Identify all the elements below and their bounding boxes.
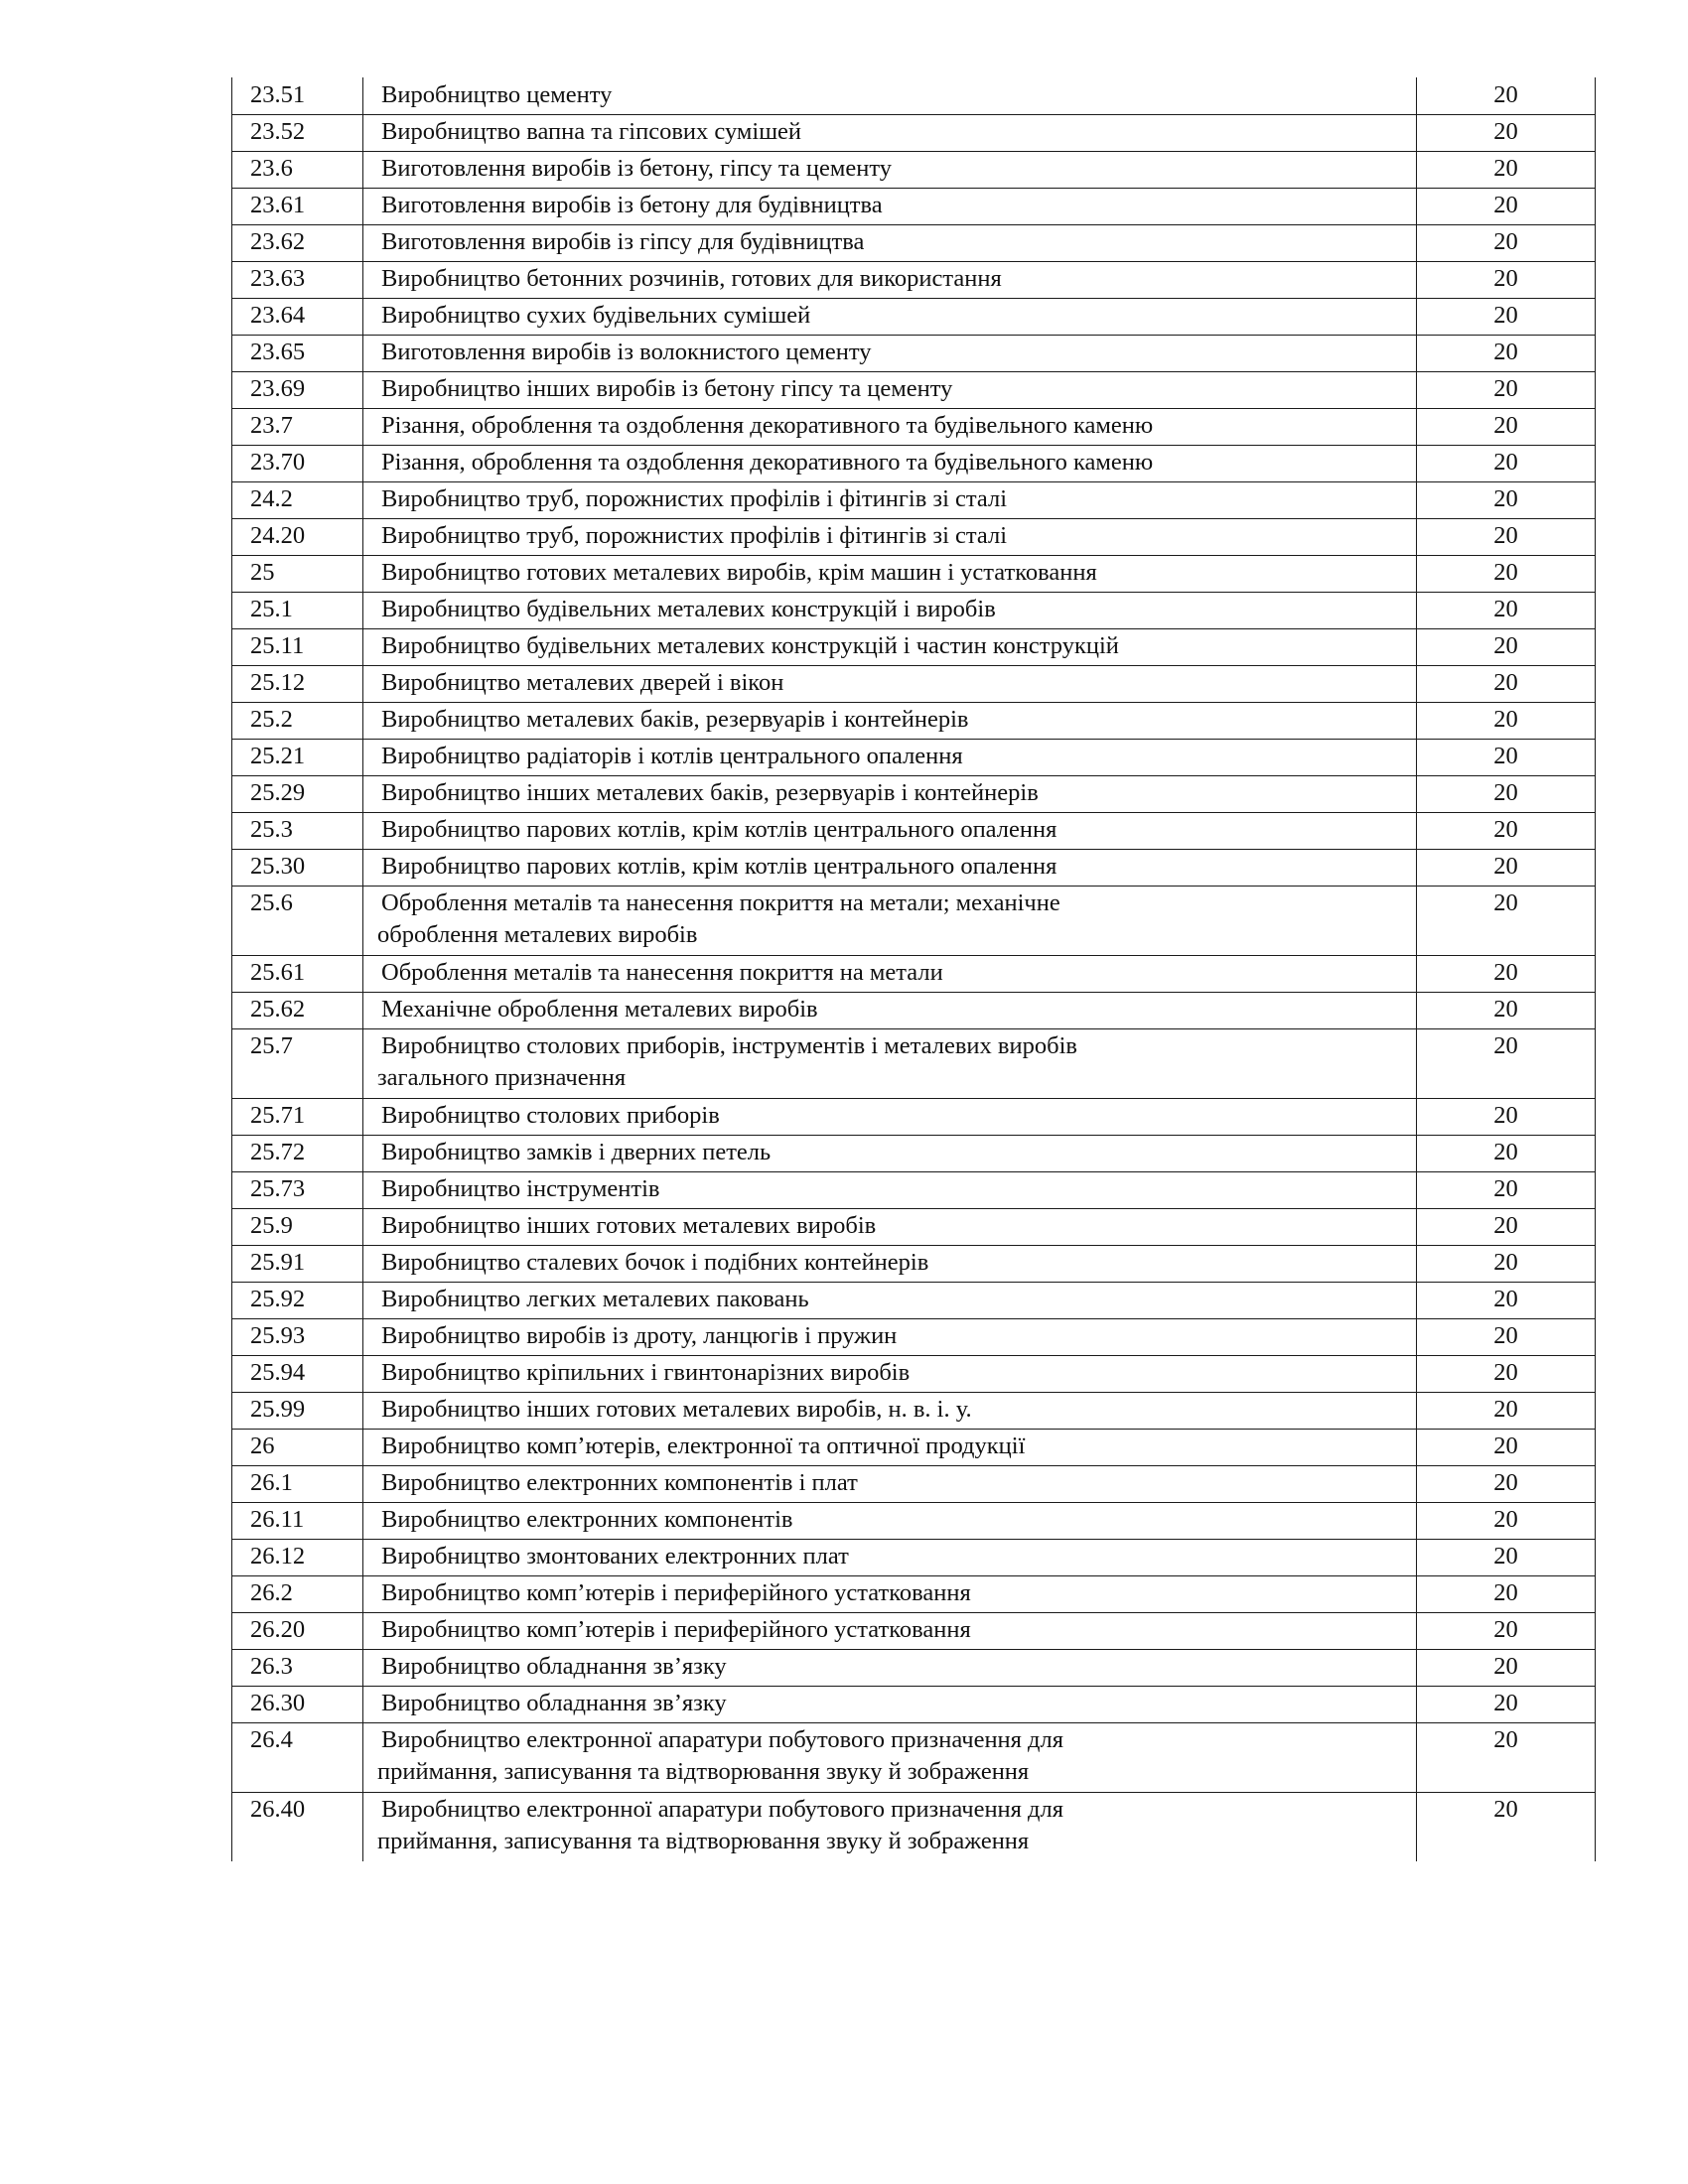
table-row [232,445,1596,481]
table-row [232,1465,1596,1502]
activity-code-cell: 26.4 [232,1722,363,1792]
activity-code-cell: 25.73 [232,1171,363,1208]
activity-name-cell [363,665,1417,702]
activity-name-text: Виробництво змонтованих електронних плат [381,1542,849,1570]
rate-cell: 20 [1417,1028,1596,1098]
rate-cell: 20 [1417,114,1596,151]
activity-code-cell: 25.92 [232,1282,363,1318]
table-row [232,335,1596,371]
activity-code-cell: 25.30 [232,849,363,886]
activity-code-cell: 23.52 [232,114,363,151]
activity-name-text: Виробництво обладнання зв’язку [381,1689,727,1716]
activity-name-text: Виробництво готових металевих виробів, крім машин і устатковання [381,558,1097,586]
rate-cell: 20 [1417,1355,1596,1392]
activity-name-text: Виробництво сухих будівельних сумішей [381,301,811,329]
rate-cell: 20 [1417,188,1596,224]
activity-code-cell: 25.29 [232,775,363,812]
rate-cell: 20 [1417,1792,1596,1861]
activity-name-cell [363,1502,1417,1539]
table-row [232,261,1596,298]
activity-code-cell: 25.7 [232,1028,363,1098]
table-row [232,1208,1596,1245]
activity-name-cell [363,151,1417,188]
activity-name-cell [363,1318,1417,1355]
activity-name-text: Виготовлення виробів із гіпсу для будівництва [381,227,865,255]
table-row [232,1649,1596,1686]
table-row [232,1429,1596,1465]
activity-name-text: Виробництво електронних компонентів [381,1505,793,1533]
activity-code-cell: 26.3 [232,1649,363,1686]
rate-cell: 20 [1417,1722,1596,1792]
activity-name-cell [363,335,1417,371]
rate-cell: 20 [1417,886,1596,955]
table-row [232,371,1596,408]
table-row [232,628,1596,665]
activity-name-text-continued: приймання, записування та відтворювання звуку й зображення [377,1757,1030,1785]
activity-name-cell [363,1355,1417,1392]
activity-name-text: Виробництво кріпильних і гвинтонарізних виробів [381,1358,911,1386]
table-row [232,1612,1596,1649]
activity-name-text: Виробництво інструментів [381,1174,660,1202]
activity-code-cell: 23.69 [232,371,363,408]
activity-code-cell: 23.6 [232,151,363,188]
activity-code-cell: 25.71 [232,1098,363,1135]
activity-name-cell [363,592,1417,628]
activity-name-text: Виробництво обладнання зв’язку [381,1652,727,1680]
activity-name-text: Виробництво радіаторів і котлів центрального опалення [381,742,963,769]
activity-name-cell [363,739,1417,775]
activity-name-cell [363,298,1417,335]
activity-name-cell [363,1792,1417,1861]
activity-name-cell [363,77,1417,114]
table-row [232,224,1596,261]
rate-cell: 20 [1417,955,1596,992]
rate-cell: 20 [1417,1392,1596,1429]
activity-codes-table [231,77,1596,1861]
activity-name-text: Виробництво сталевих бочок і подібних контейнерів [381,1248,929,1276]
activity-name-cell [363,1171,1417,1208]
activity-name-text: Різання, оброблення та оздоблення декоративного та будівельного каменю [381,411,1154,439]
rate-cell: 20 [1417,1135,1596,1171]
table-row [232,665,1596,702]
table-row [232,1575,1596,1612]
activity-name-text-continued: приймання, записування та відтворювання звуку й зображення [377,1827,1030,1854]
activity-name-text: Виробництво комп’ютерів, електронної та оптичної продукції [381,1432,1026,1459]
activity-name-cell [363,1612,1417,1649]
activity-name-text: Виробництво інших металевих баків, резервуарів і контейнерів [381,778,1039,806]
rate-cell: 20 [1417,739,1596,775]
table-row [232,188,1596,224]
activity-name-cell [363,1649,1417,1686]
activity-name-cell [363,445,1417,481]
rate-cell: 20 [1417,261,1596,298]
activity-name-cell [363,955,1417,992]
table-row [232,702,1596,739]
activity-name-text: Виробництво металевих дверей і вікон [381,668,784,696]
activity-code-cell: 24.20 [232,518,363,555]
activity-code-cell: 26.12 [232,1539,363,1575]
rate-cell: 20 [1417,1649,1596,1686]
activity-name-cell [363,1282,1417,1318]
table-row [232,992,1596,1028]
rate-cell: 20 [1417,812,1596,849]
activity-name-cell [363,1245,1417,1282]
activity-name-text: Виробництво парових котлів, крім котлів центрального опалення [381,815,1057,843]
table-row [232,555,1596,592]
rate-cell: 20 [1417,408,1596,445]
activity-name-text: Оброблення металів та нанесення покриття на метали [381,958,943,986]
activity-name-text-continued: загального призначення [377,1063,627,1091]
rate-cell: 20 [1417,1502,1596,1539]
activity-code-cell: 25.6 [232,886,363,955]
rate-cell: 20 [1417,1245,1596,1282]
rate-cell: 20 [1417,481,1596,518]
activity-name-cell [363,628,1417,665]
activity-name-text: Виготовлення виробів із волокнистого цементу [381,338,872,365]
rate-cell: 20 [1417,151,1596,188]
activity-name-text: Виробництво електронних компонентів і плат [381,1468,858,1496]
activity-name-cell [363,555,1417,592]
activity-name-text: Виробництво столових приборів [381,1101,720,1129]
rate-cell: 20 [1417,628,1596,665]
activity-name-text: Виробництво легких металевих паковань [381,1285,809,1312]
activity-name-text: Виробництво вапна та гіпсових сумішей [381,117,802,145]
activity-code-cell: 25.91 [232,1245,363,1282]
activity-code-cell: 25.3 [232,812,363,849]
activity-name-text: Виробництво електронної апаратури побутового призначення для [381,1725,1064,1753]
table-row [232,1502,1596,1539]
activity-name-cell [363,371,1417,408]
table-row [232,1722,1596,1792]
activity-name-cell [363,849,1417,886]
activity-name-cell [363,1429,1417,1465]
activity-name-text: Механічне оброблення металевих виробів [381,995,818,1023]
table-row [232,77,1596,114]
activity-name-text: Виготовлення виробів із бетону для будівництва [381,191,883,218]
table-row [232,1245,1596,1282]
activity-name-cell [363,481,1417,518]
activity-name-cell [363,188,1417,224]
activity-name-text: Виробництво столових приборів, інструментів і металевих виробів [381,1031,1077,1059]
table-row [232,1539,1596,1575]
activity-code-cell: 25.93 [232,1318,363,1355]
table-row [232,1171,1596,1208]
rate-cell: 20 [1417,1612,1596,1649]
table-row [232,849,1596,886]
rate-cell: 20 [1417,445,1596,481]
activity-code-cell: 25.61 [232,955,363,992]
table-row [232,1686,1596,1722]
rate-cell: 20 [1417,555,1596,592]
activity-name-cell [363,812,1417,849]
activity-code-cell: 26.11 [232,1502,363,1539]
activity-code-cell: 25.2 [232,702,363,739]
activity-code-cell: 23.70 [232,445,363,481]
activity-name-text: Оброблення металів та нанесення покриття на метали; механічне [381,888,1060,916]
activity-code-cell: 25.1 [232,592,363,628]
activity-name-cell [363,1575,1417,1612]
activity-code-cell: 23.64 [232,298,363,335]
rate-cell: 20 [1417,371,1596,408]
rate-cell: 20 [1417,849,1596,886]
activity-name-text: Виробництво металевих баків, резервуарів і контейнерів [381,705,969,733]
rate-cell: 20 [1417,665,1596,702]
activity-code-cell: 24.2 [232,481,363,518]
activity-name-text: Виробництво будівельних металевих конструкцій і частин конструкцій [381,631,1119,659]
activity-code-cell: 23.63 [232,261,363,298]
activity-code-cell: 25.94 [232,1355,363,1392]
activity-name-text: Виробництво електронної апаратури побутового призначення для [381,1795,1064,1823]
rate-cell: 20 [1417,702,1596,739]
activity-code-cell: 25.12 [232,665,363,702]
activity-name-cell [363,1722,1417,1792]
activity-name-text: Виробництво замків і дверних петель [381,1138,772,1165]
rate-cell: 20 [1417,1098,1596,1135]
activity-name-text: Різання, оброблення та оздоблення декоративного та будівельного каменю [381,448,1154,476]
activity-code-cell: 26.2 [232,1575,363,1612]
rate-cell: 20 [1417,1171,1596,1208]
activity-name-cell [363,1465,1417,1502]
activity-code-cell: 25.62 [232,992,363,1028]
activity-code-cell: 23.61 [232,188,363,224]
table-row [232,1792,1596,1861]
activity-code-cell: 23.51 [232,77,363,114]
activity-code-cell: 26.20 [232,1612,363,1649]
activity-name-text: Виготовлення виробів із бетону, гіпсу та цементу [381,154,892,182]
activity-name-cell [363,702,1417,739]
table-row [232,114,1596,151]
rate-cell: 20 [1417,1429,1596,1465]
table-row [232,592,1596,628]
table-body [232,77,1596,1861]
rate-cell: 20 [1417,518,1596,555]
activity-name-text: Виробництво інших готових металевих виробів [381,1211,877,1239]
rate-cell: 20 [1417,224,1596,261]
rate-cell: 20 [1417,298,1596,335]
table-row [232,1028,1596,1098]
rate-cell: 20 [1417,1208,1596,1245]
activity-name-cell [363,1098,1417,1135]
table-row [232,812,1596,849]
activity-name-text: Виробництво комп’ютерів і периферійного устатковання [381,1615,971,1643]
activity-code-cell: 25.9 [232,1208,363,1245]
activity-name-text: Виробництво бетонних розчинів, готових для використання [381,264,1002,292]
table-row [232,1318,1596,1355]
activity-name-text: Виробництво парових котлів, крім котлів центрального опалення [381,852,1057,880]
activity-code-cell: 25.11 [232,628,363,665]
activity-code-cell: 26 [232,1429,363,1465]
rate-cell: 20 [1417,1318,1596,1355]
activity-name-cell [363,261,1417,298]
table-row [232,1355,1596,1392]
table-row [232,298,1596,335]
activity-code-cell: 26.1 [232,1465,363,1502]
table-row [232,518,1596,555]
table-row [232,1282,1596,1318]
activity-name-cell [363,886,1417,955]
activity-name-cell [363,1028,1417,1098]
activity-code-cell: 23.65 [232,335,363,371]
activity-code-cell: 25.72 [232,1135,363,1171]
activity-name-text-continued: оброблення металевих виробів [377,920,698,948]
activity-name-cell [363,775,1417,812]
rate-cell: 20 [1417,1282,1596,1318]
activity-name-text: Виробництво будівельних металевих конструкцій і виробів [381,595,996,622]
activity-name-cell [363,1686,1417,1722]
activity-name-cell [363,1135,1417,1171]
activity-name-cell [363,518,1417,555]
table-row [232,408,1596,445]
rate-cell: 20 [1417,775,1596,812]
activity-name-text: Виробництво виробів із дроту, ланцюгів і пружин [381,1321,898,1349]
activity-name-text: Виробництво труб, порожнистих профілів і фітингів зі сталі [381,521,1008,549]
activity-name-cell [363,1208,1417,1245]
rate-cell: 20 [1417,1686,1596,1722]
activity-name-cell [363,992,1417,1028]
table-row [232,886,1596,955]
rate-cell: 20 [1417,77,1596,114]
table-row [232,481,1596,518]
activity-code-cell: 26.30 [232,1686,363,1722]
activity-name-cell [363,408,1417,445]
activity-name-text: Виробництво інших готових металевих виробів, н. в. і. у. [381,1395,972,1423]
table-row [232,1098,1596,1135]
table-row [232,775,1596,812]
activity-name-cell [363,114,1417,151]
table-row [232,739,1596,775]
activity-code-cell: 26.40 [232,1792,363,1861]
activity-name-text: Виробництво труб, порожнистих профілів і фітингів зі сталі [381,484,1008,512]
activity-code-cell: 23.62 [232,224,363,261]
activity-name-cell [363,1392,1417,1429]
activity-name-text: Виробництво цементу [381,81,613,108]
table-row [232,151,1596,188]
rate-cell: 20 [1417,335,1596,371]
rate-cell: 20 [1417,1539,1596,1575]
rate-cell: 20 [1417,992,1596,1028]
activity-name-cell [363,224,1417,261]
activity-name-text: Виробництво інших виробів із бетону гіпсу та цементу [381,374,953,402]
activity-code-cell: 25 [232,555,363,592]
activity-code-cell: 25.21 [232,739,363,775]
activity-code-cell: 25.99 [232,1392,363,1429]
activity-code-cell: 23.7 [232,408,363,445]
activity-name-cell [363,1539,1417,1575]
rate-cell: 20 [1417,1465,1596,1502]
table-row [232,955,1596,992]
table-row [232,1392,1596,1429]
rate-cell: 20 [1417,592,1596,628]
rate-cell: 20 [1417,1575,1596,1612]
activity-name-text: Виробництво комп’ютерів і периферійного устатковання [381,1578,971,1606]
table-row [232,1135,1596,1171]
